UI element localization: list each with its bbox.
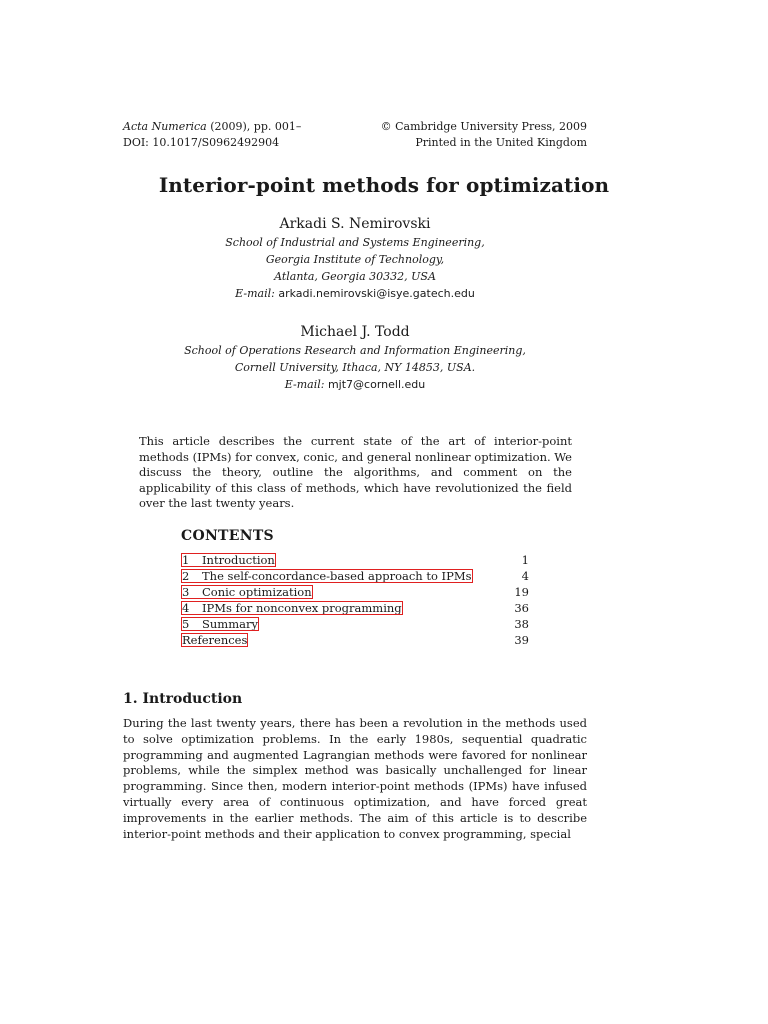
toc-entry — [181, 616, 529, 632]
email-label: E-mail: — [235, 287, 275, 300]
email-line — [0, 376, 710, 393]
journal-citation — [123, 119, 301, 135]
section-heading: 1. Introduction — [123, 691, 243, 707]
toc-label: References — [182, 633, 248, 647]
toc-entry — [181, 600, 529, 616]
printed-notice: Printed in the United Kingdom — [415, 136, 587, 149]
toc-label: Summary — [202, 617, 258, 631]
affiliation-line: Atlanta, Georgia 30332, USA — [274, 270, 436, 283]
doi: DOI: 10.1017/S0962492904 — [123, 136, 280, 149]
email-line — [0, 285, 710, 302]
toc-number: 2 — [182, 569, 190, 583]
affiliation-line: School of Operations Research and Information Engineering, — [184, 344, 526, 357]
toc-link-references[interactable] — [181, 633, 248, 647]
journal-header — [123, 119, 587, 151]
toc-number: 3 — [182, 585, 190, 599]
table-of-contents — [181, 528, 529, 648]
toc-page-number: 36 — [514, 601, 529, 615]
toc-page-number: 38 — [514, 617, 529, 631]
email-link[interactable]: mjt7@cornell.edu — [327, 378, 426, 391]
journal-name: Acta Numerica — [123, 120, 207, 133]
toc-entry — [181, 552, 529, 568]
toc-link-self-concordance[interactable] — [181, 569, 473, 583]
toc-page-number: 39 — [514, 633, 529, 647]
author-name: Arkadi S. Nemirovski — [279, 216, 431, 232]
affiliation-line: Georgia Institute of Technology, — [265, 253, 445, 266]
toc-link-summary[interactable] — [181, 617, 259, 631]
affiliation-line: School of Industrial and Systems Engineering, — [225, 236, 485, 249]
toc-entry — [181, 632, 529, 648]
toc-entry — [181, 584, 529, 600]
contents-heading: CONTENTS — [181, 528, 274, 544]
author-block-todd — [0, 323, 710, 393]
copyright-notice: © Cambridge University Press, 2009 — [380, 120, 587, 133]
toc-page-number: 19 — [514, 585, 529, 599]
paper-title: Interior-point methods for optimization — [158, 173, 610, 197]
toc-link-nonconvex[interactable] — [181, 601, 403, 615]
toc-number: 1 — [182, 553, 190, 567]
author-block-nemirovski — [0, 215, 710, 302]
toc-label: The self-concordance-based approach to IPMs — [202, 569, 472, 583]
toc-number: 4 — [182, 601, 190, 615]
toc-page-number: 4 — [521, 569, 529, 583]
toc-label: Conic optimization — [202, 585, 312, 599]
email-link[interactable]: arkadi.nemirovski@isye.gatech.edu — [278, 287, 475, 300]
toc-label: Introduction — [202, 553, 275, 567]
author-name: Michael J. Todd — [300, 324, 410, 340]
abstract: This article describes the current state of the art of interior-point methods (IPMs) for convex, conic, and general nonlinear optimization. We discuss the theory, outline the algorithms, and comment on the applicability of this class of methods, which have revolutionized the field over the last twenty years. — [139, 434, 572, 510]
journal-meta: (2009), pp. 001– — [206, 120, 302, 133]
toc-link-introduction[interactable] — [181, 553, 276, 567]
toc-number: 5 — [182, 617, 190, 631]
email-label: E-mail: — [284, 378, 325, 391]
toc-label: IPMs for nonconvex programming — [202, 601, 402, 615]
toc-link-conic-optimization[interactable] — [181, 585, 313, 599]
toc-entry — [181, 568, 529, 584]
toc-page-number: 1 — [521, 553, 529, 567]
section-body-text: During the last twenty years, there has been a revolution in the methods used to solve optimization problems. In the early 1980s, sequential quadratic programming and augmented Lagrangian methods were favored for nonlinear problems, while the simplex method was basically unchallenged for linear programming. Since then, modern interior-point methods (IPMs) have infused virtually every area of continuous optimization, and have forced great improvements in the earlier methods. The aim of this article is to describe interior-point methods and their application to convex programming, special — [123, 716, 587, 841]
affiliation-line: Cornell University, Ithaca, NY 14853, USA. — [234, 361, 476, 374]
